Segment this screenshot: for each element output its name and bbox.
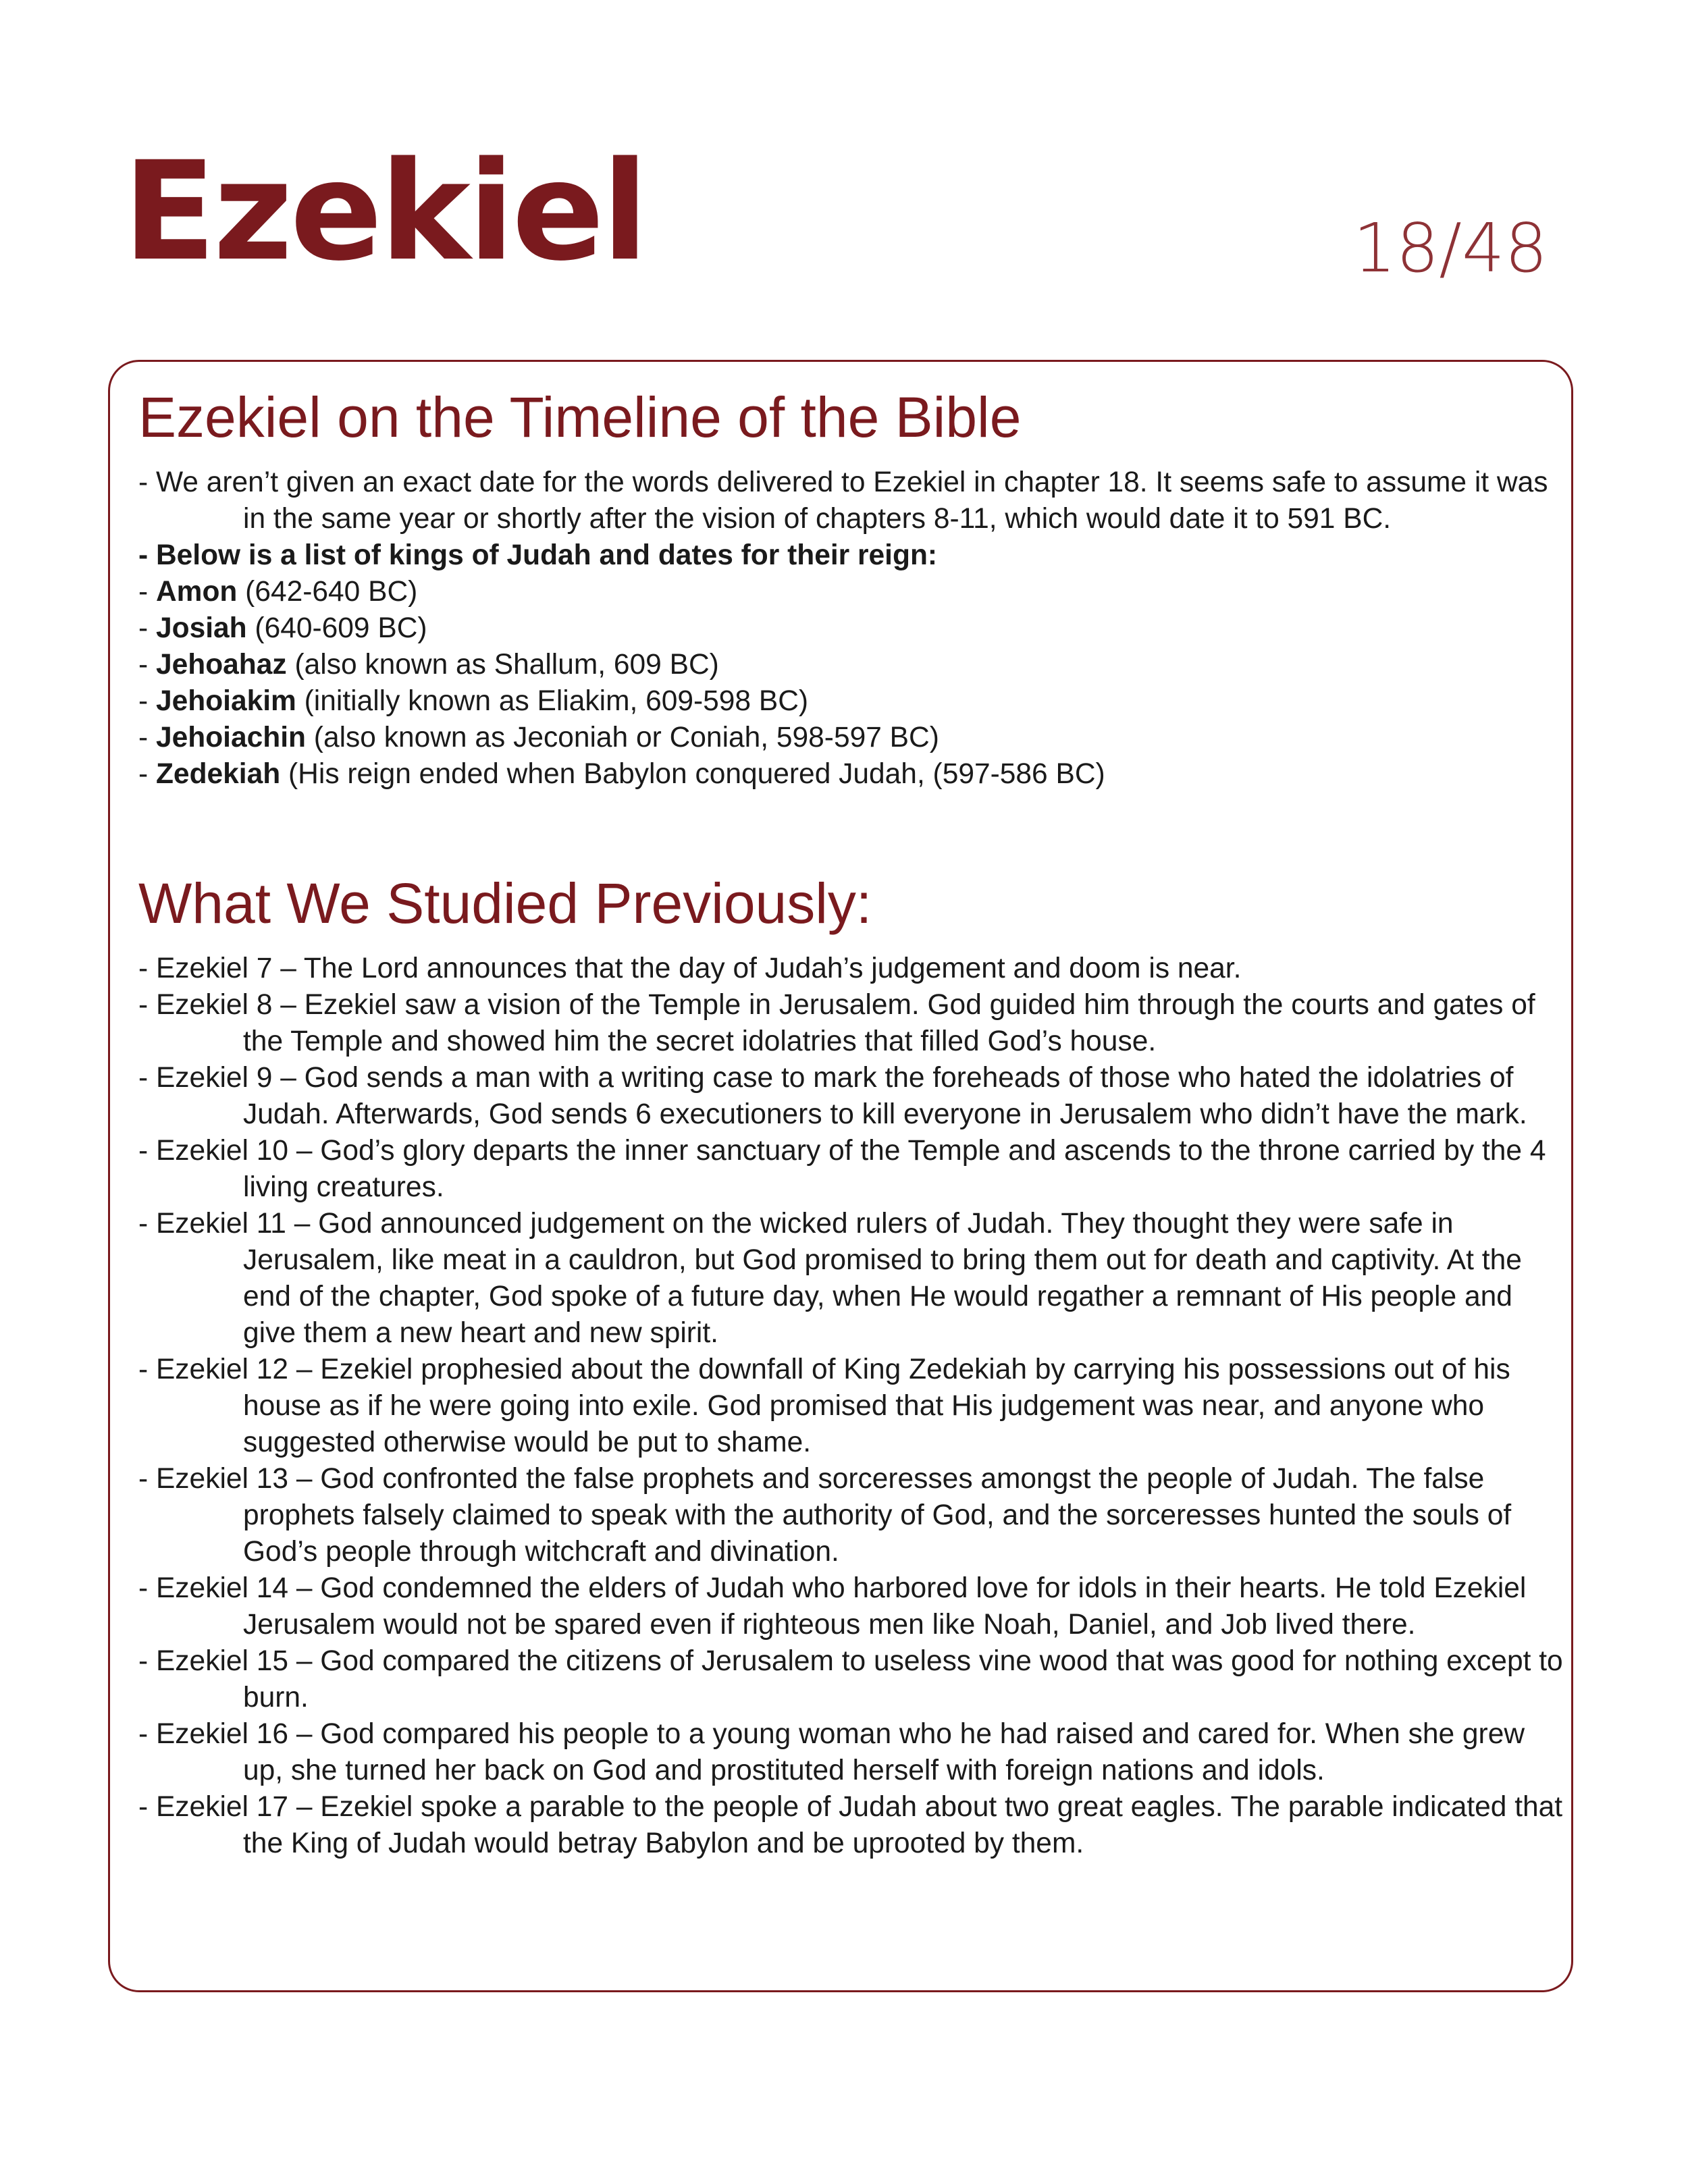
kings-intro-text: - Below is a list of kings of Judah and dates for their reign: bbox=[138, 539, 938, 571]
king-item: - Amon (642-640 BC) bbox=[138, 576, 418, 608]
king-item: - Josiah (640-609 BC) bbox=[138, 612, 427, 644]
previous-item: - Ezekiel 13 – God confronted the false prophets and sorceresses amongst the people of Judah. The false prophets falsely claimed to speak with the authority of God, and the sorceresses hunted the souls of God’s people through witchcraft and divination. bbox=[138, 1463, 1512, 1568]
previous-list bbox=[138, 951, 1563, 1862]
king-item: - Jehoahaz (also known as Shallum, 609 BC) bbox=[138, 649, 719, 681]
kings-intro bbox=[138, 537, 1563, 574]
previous-item: - Ezekiel 11 – God announced judgement on the wicked rulers of Judah. They thought they were safe in Jerusalem, like meat in a cauldron, but God promised to bring them out for death and captivity. At the end of the chapter, God spoke of a future day, when He would regather a remnant of His people and give them a new heart and new spirit. bbox=[138, 1208, 1522, 1349]
previous-item: - Ezekiel 8 – Ezekiel saw a vision of the Temple in Jerusalem. God guided him through the courts and gates of the Temple and showed him the secret idolatries that filled God’s house. bbox=[138, 989, 1535, 1057]
previous-item: - Ezekiel 15 – God compared the citizens of Jerusalem to useless vine wood that was good for nothing except to burn. bbox=[138, 1645, 1563, 1713]
king-name: Zedekiah bbox=[155, 758, 281, 790]
king-name: Josiah bbox=[155, 612, 247, 644]
previous-item: - Ezekiel 16 – God compared his people to a young woman who he had raised and cared for. When she grew up, she turned her back on God and prostituted herself with foreign nations and idols. bbox=[138, 1718, 1525, 1786]
king-name: Amon bbox=[155, 576, 238, 608]
king-name: Jehoiachin bbox=[155, 722, 306, 753]
timeline-list bbox=[138, 464, 1563, 793]
king-detail: (also known as Shallum, 609 BC) bbox=[286, 649, 719, 681]
previous-item: - Ezekiel 17 – Ezekiel spoke a parable to the people of Judah about two great eagles. The parable indicated that the King of Judah would betray Babylon and be uprooted by them. bbox=[138, 1791, 1563, 1859]
king-detail: (642-640 BC) bbox=[237, 576, 418, 608]
page-title: Ezekiel bbox=[123, 132, 646, 291]
king-item: - Jehoiachin (also known as Jeconiah or Coniah, 598-597 BC) bbox=[138, 722, 939, 753]
page-number: 18/48 bbox=[1353, 209, 1548, 288]
previous-heading: What We Studied Previously: bbox=[138, 872, 872, 935]
king-detail: (also known as Jeconiah or Coniah, 598-597 BC) bbox=[305, 722, 939, 753]
king-name: Jehoahaz bbox=[155, 649, 287, 681]
previous-item: - Ezekiel 14 – God condemned the elders of Judah who harbored love for idols in their hearts. He told Ezekiel Jerusalem would not be spared even if righteous men like Noah, Daniel, and Job lived there. bbox=[138, 1572, 1527, 1641]
previous-item: - Ezekiel 7 – The Lord announces that the day of Judah’s judgement and doom is near. bbox=[138, 953, 1242, 984]
king-detail: (initially known as Eliakim, 609-598 BC) bbox=[296, 685, 809, 717]
king-item: - Jehoiakim (initially known as Eliakim, 609-598 BC) bbox=[138, 685, 809, 717]
previous-item: - Ezekiel 12 – Ezekiel prophesied about the downfall of King Zedekiah by carrying his possessions out of his house as if he were going into exile. God promised that His judgement was near, and anyone who suggested otherwise would be put to shame. bbox=[138, 1354, 1510, 1458]
king-detail: (His reign ended when Babylon conquered Judah, (597-586 BC) bbox=[280, 758, 1105, 790]
timeline-intro: - We aren’t given an exact date for the words delivered to Ezekiel in chapter 18. It seems safe to assume it was in the same year or shortly after the vision of chapters 8-11, which would date it to 591 BC. bbox=[138, 467, 1548, 535]
previous-item: - Ezekiel 10 – God’s glory departs the inner sanctuary of the Temple and ascends to the throne carried by the 4 living creatures. bbox=[138, 1135, 1546, 1203]
king-item: - Zedekiah (His reign ended when Babylon conquered Judah, (597-586 BC) bbox=[138, 758, 1105, 790]
previous-item: - Ezekiel 9 – God sends a man with a writing case to mark the foreheads of those who hated the idolatries of Judah. Afterwards, God sends 6 executioners to kill everyone in Jerusalem who didn’t have the mark. bbox=[138, 1062, 1527, 1130]
king-detail: (640-609 BC) bbox=[246, 612, 427, 644]
king-name: Jehoiakim bbox=[155, 685, 296, 717]
timeline-heading: Ezekiel on the Timeline of the Bible bbox=[138, 385, 1022, 449]
